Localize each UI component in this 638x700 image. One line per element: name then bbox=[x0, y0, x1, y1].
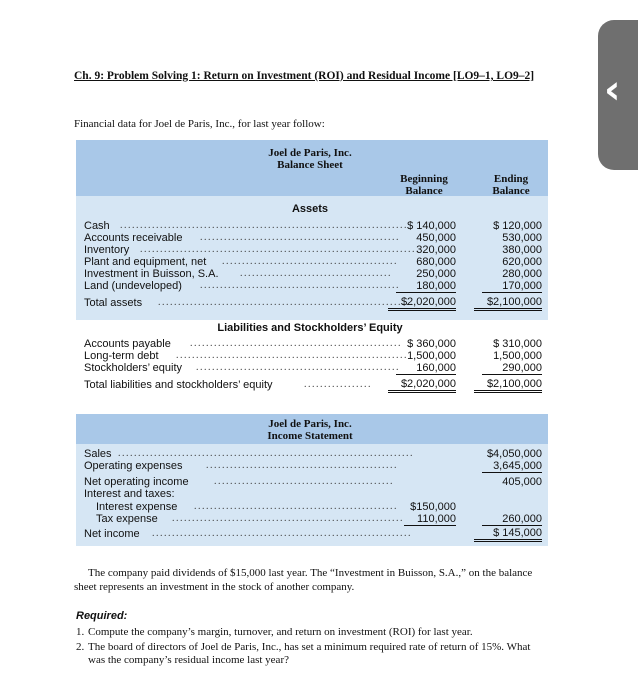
cell-end: 530,000 bbox=[502, 232, 542, 244]
balance-sheet-company: Joel de Paris, Inc. bbox=[268, 147, 352, 159]
cell-end: $ 310,000 bbox=[493, 338, 542, 350]
balance-sheet-title: Balance Sheet bbox=[277, 159, 343, 171]
total-assets-end: $2,100,000 bbox=[474, 296, 542, 311]
row-label: Sales bbox=[84, 448, 112, 460]
cell-begin: 680,000 bbox=[416, 256, 456, 268]
side-panel-tab[interactable] bbox=[598, 20, 638, 170]
cell-end: 290,000 bbox=[482, 362, 542, 375]
col-beginning: Beginning bbox=[400, 173, 448, 185]
row-label: Interest expense bbox=[96, 501, 178, 513]
leader-dots: .................................................. bbox=[200, 280, 400, 291]
leader-dots: ................................................................. bbox=[152, 528, 412, 539]
total-liab-end: $2,100,000 bbox=[474, 378, 542, 393]
cell-begin: 180,000 bbox=[396, 280, 456, 293]
required-item-number: 2. bbox=[76, 641, 85, 653]
page-title: Ch. 9: Problem Solving 1: Return on Investment (ROI) and Residual Income [LO9–1, LO9–2] bbox=[74, 70, 535, 82]
required-item-number: 1. bbox=[76, 626, 85, 638]
intro-text: Financial data for Joel de Paris, Inc., for last year follow: bbox=[74, 118, 325, 130]
row-label: Land (undeveloped) bbox=[84, 280, 182, 292]
cell-end: 380,000 bbox=[502, 244, 542, 256]
leader-dots: .......................................................... bbox=[176, 350, 408, 361]
cell-mid: $150,000 bbox=[410, 501, 456, 513]
leader-dots: .................................................. bbox=[200, 232, 400, 243]
cell-begin: $ 360,000 bbox=[407, 338, 456, 350]
col-ending-balance: Balance bbox=[492, 185, 530, 197]
leader-dots: ................................................ bbox=[206, 460, 398, 471]
cell-begin: 320,000 bbox=[416, 244, 456, 256]
cell-end: 3,645,000 bbox=[482, 460, 542, 473]
row-label: Long-term debt bbox=[84, 350, 159, 362]
assets-heading: Assets bbox=[291, 203, 329, 215]
leader-dots: ..................................................... bbox=[190, 338, 402, 349]
total-liab-label: Total liabilities and stockholders’ equity bbox=[84, 379, 273, 391]
cell-begin: $ 140,000 bbox=[407, 220, 456, 232]
leader-dots: .......................................................... bbox=[172, 513, 404, 524]
required-item-text: Compute the company’s margin, turnover, and return on investment (ROI) for last year. bbox=[88, 626, 473, 638]
income-statement-title: Income Statement bbox=[267, 430, 353, 442]
cell-end: $4,050,000 bbox=[486, 448, 542, 460]
income-statement-company: Joel de Paris, Inc. bbox=[268, 418, 352, 430]
row-label: Tax expense bbox=[96, 513, 158, 525]
chevron-left-icon[interactable]: ‹ bbox=[604, 67, 621, 113]
body-paragraph-text: The company paid dividends of $15,000 last year. The “Investment in Buisson, S.A.,” on the balance sheet represents an investment in the stock of another company. bbox=[74, 567, 533, 593]
cell-begin: 160,000 bbox=[396, 362, 456, 375]
leader-dots: .......................................................................... bbox=[118, 448, 414, 459]
total-assets-begin: $2,020,000 bbox=[388, 296, 456, 311]
row-label: Stockholders’ equity bbox=[84, 362, 183, 374]
leader-dots: ............................................ bbox=[222, 256, 398, 267]
row-label: Net operating income bbox=[84, 476, 189, 488]
leader-dots: ............................................. bbox=[214, 476, 394, 487]
leader-dots: ................................................... bbox=[194, 501, 398, 512]
cell-begin: 1,500,000 bbox=[407, 350, 456, 362]
cell-mid: 110,000 bbox=[404, 513, 456, 526]
cell-end: 1,500,000 bbox=[493, 350, 542, 362]
row-label: Inventory bbox=[84, 244, 130, 256]
row-label: Plant and equipment, net bbox=[84, 256, 207, 268]
cell-begin: 450,000 bbox=[416, 232, 456, 244]
row-label: Interest and taxes: bbox=[84, 488, 175, 500]
cell-begin: 250,000 bbox=[416, 268, 456, 280]
leader-dots: ................................................................ bbox=[158, 297, 414, 308]
cell-end: 260,000 bbox=[482, 513, 542, 526]
required-heading: Required: bbox=[76, 610, 128, 622]
leader-dots: ................................................... bbox=[196, 362, 400, 373]
cell-end: 405,000 bbox=[502, 476, 542, 488]
leader-dots: ...................................... bbox=[240, 268, 392, 279]
cell-end: $ 120,000 bbox=[493, 220, 542, 232]
row-label: Operating expenses bbox=[84, 460, 183, 472]
cell-end: 170,000 bbox=[482, 280, 542, 293]
leader-dots: ...................................................................... bbox=[140, 244, 420, 255]
required-item-text: The board of directors of Joel de Paris, Inc., has set a minimum required rate of return of 15%. What was the company’s residual income last year? bbox=[88, 641, 531, 666]
net-income-value: $ 145,000 bbox=[474, 527, 542, 542]
body-paragraph bbox=[74, 566, 548, 594]
leader-dots: ........................................................................ bbox=[120, 220, 408, 231]
row-label: Investment in Buisson, S.A. bbox=[84, 268, 219, 280]
liabilities-heading: Liabilities and Stockholders’ Equity bbox=[217, 322, 403, 334]
net-income-label: Net income bbox=[84, 528, 140, 540]
leader-dots: ................. bbox=[304, 379, 372, 390]
row-label: Accounts receivable bbox=[84, 232, 183, 244]
col-beginning-balance: Balance bbox=[405, 185, 443, 197]
row-label: Cash bbox=[84, 220, 110, 232]
cell-end: 280,000 bbox=[502, 268, 542, 280]
row-label: Accounts payable bbox=[84, 338, 171, 350]
total-liab-begin: $2,020,000 bbox=[388, 378, 456, 393]
col-ending: Ending bbox=[493, 173, 529, 185]
total-assets-label: Total assets bbox=[84, 297, 143, 309]
cell-end: 620,000 bbox=[502, 256, 542, 268]
